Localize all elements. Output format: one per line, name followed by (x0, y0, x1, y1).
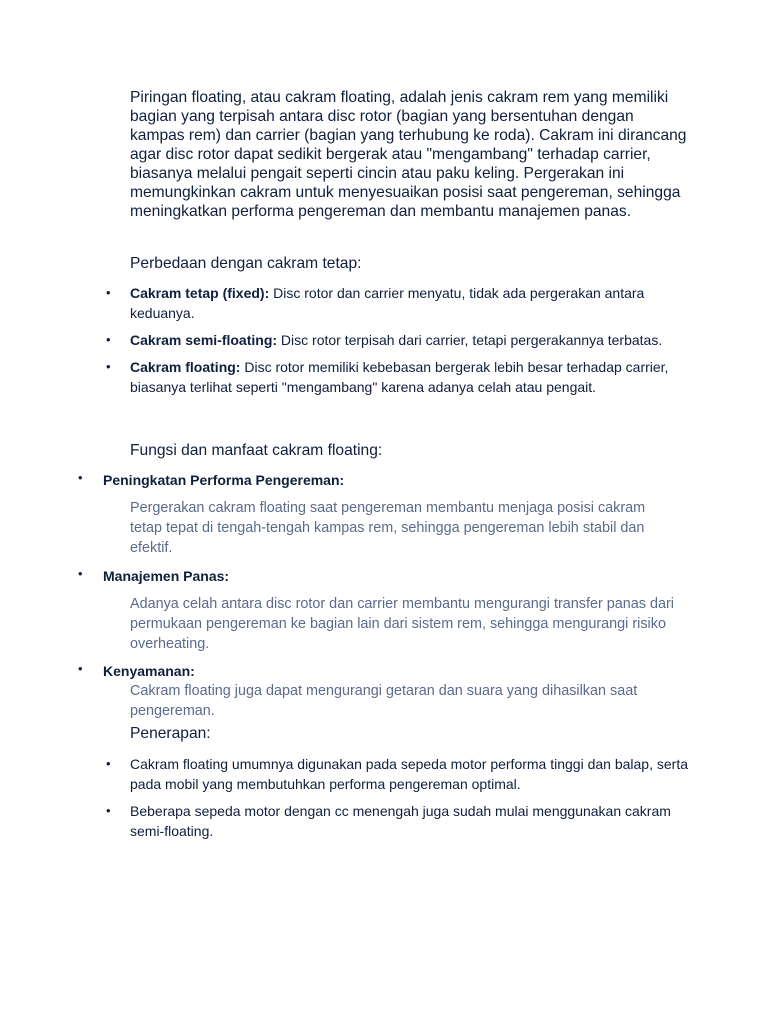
list-item (106, 801, 690, 841)
item-label: Cakram floating: (130, 359, 241, 375)
list-item (106, 283, 690, 323)
function-body: Pergerakan cakram floating saat pengereman membantu menjaga posisi cakram tetap tepat di tengah-tengah kampas rem, sehingga pengereman lebih stabil dan efektif. (130, 500, 646, 556)
item-label: Cakram semi-floating: (130, 332, 278, 348)
function-body: Cakram floating juga dapat mengurangi getaran dan suara yang dihasilkan saat pengereman. (130, 683, 638, 719)
item-label: Cakram tetap (fixed): (130, 285, 270, 301)
function-body: Adanya celah antara disc rotor dan carrier membantu mengurangi transfer panas dari permukaan pengereman ke bagian lain dari sistem rem, sehingga mengurangi risiko overheating. (130, 596, 674, 652)
bullet-icon: • (106, 285, 111, 300)
functions-heading: Fungsi dan manfaat cakram floating: (130, 442, 383, 459)
list-item (106, 330, 690, 350)
list-item (106, 357, 690, 397)
differences-list (106, 283, 690, 397)
function-item (78, 566, 703, 654)
item-text: Beberapa sepeda motor dengan cc menengah juga sudah mulai menggunakan cakram semi-floating. (130, 803, 671, 839)
bullet-icon: • (78, 470, 83, 485)
function-title: Peningkatan Performa Pengereman: (103, 472, 345, 488)
item-text: Disc rotor dan carrier menyatu, tidak ada pergerakan antara keduanya. (130, 285, 645, 321)
list-item (106, 754, 690, 794)
bullet-icon: • (106, 332, 111, 347)
bullet-icon: • (78, 566, 83, 581)
differences-heading: Perbedaan dengan cakram tetap: (130, 255, 362, 272)
bullet-icon: • (106, 803, 111, 818)
function-title: Manajemen Panas: (103, 568, 230, 584)
bullet-icon: • (106, 359, 111, 374)
item-text: Disc rotor memiliki kebebasan bergerak lebih besar terhadap carrier, biasanya terlihat seperti "mengambang" karena adanya celah atau pengait. (130, 359, 669, 395)
function-title: Kenyamanan: (103, 663, 195, 679)
application-heading: Penerapan: (130, 725, 211, 742)
intro-paragraph: Piringan floating, atau cakram floating, adalah jenis cakram rem yang memiliki bagian yang terpisah antara disc rotor (bagian yang bersentuhan dengan kampas rem) dan carrier (bagian yang terhubung ke roda). Cakram ini dirancang agar disc rotor dapat sedikit bergerak atau "mengambang" terhadap carrier, biasanya melalui pengait seperti cincin atau paku keling. Pergerakan ini memungkinkan cakram untuk menyesuaikan posisi saat pengereman, sehingga meningkatkan performa pengereman dan membantu manajemen panas. (130, 89, 687, 220)
item-text: Disc rotor terpisah dari carrier, tetapi pergerakannya terbatas. (277, 332, 663, 348)
bullet-icon: • (78, 661, 83, 676)
application-list (106, 754, 690, 841)
function-item (78, 470, 703, 558)
item-text: Cakram floating umumnya digunakan pada sepeda motor performa tinggi dan balap, serta pada mobil yang membutuhkan performa pengereman optimal. (130, 756, 688, 792)
function-item (78, 661, 703, 721)
bullet-icon: • (106, 756, 111, 771)
